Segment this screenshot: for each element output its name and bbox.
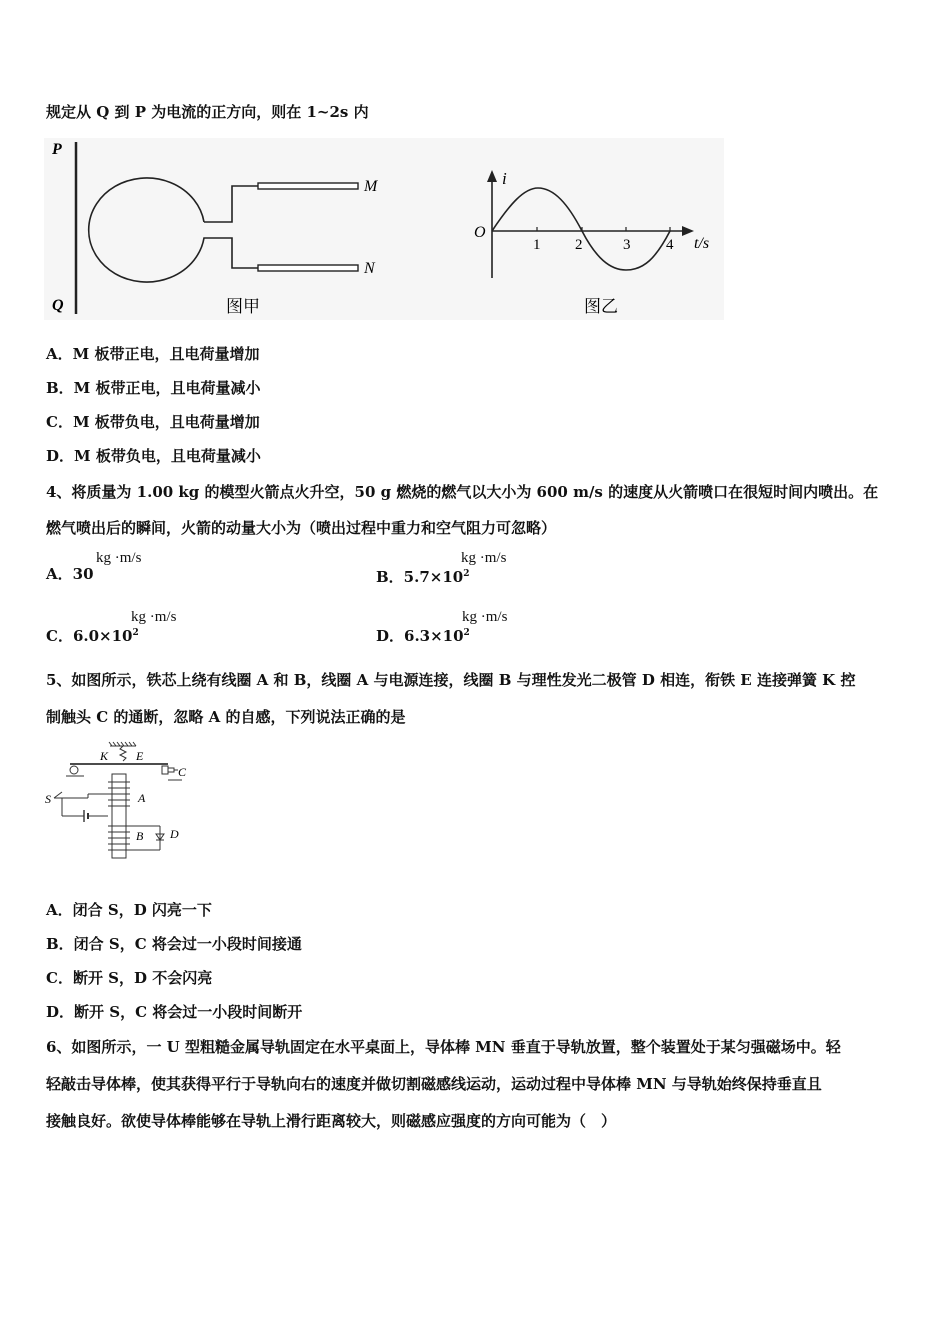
q3-option-c[interactable]: C．M 板带负电，且电荷量增加 (46, 413, 260, 431)
plate-n (258, 265, 358, 271)
intro-text: 规定从 Q 到 P 为电流的正方向，则在 1~2s 内 (46, 103, 369, 121)
plate-m (258, 183, 358, 189)
q5-option-c[interactable]: C．断开 S，D 不会闪亮 (46, 969, 213, 987)
label-s: S (45, 792, 51, 806)
q6-line-3: 接触良好。欲使导体棒能够在导轨上滑行距离较大，则磁感应强度的方向可能为（ ） (46, 1112, 617, 1130)
q4-b-exp: 2 (463, 569, 470, 579)
q4-c-exp: 2 (132, 628, 139, 638)
label-n: N (364, 260, 375, 277)
q3-option-b[interactable]: B．M 板带正电，且电荷量减小 (46, 379, 261, 397)
label-c: C (178, 765, 187, 779)
label-b: B (136, 829, 144, 843)
q5-line-1: 5、如图所示，铁芯上绕有线圈 A 和 B，线圈 A 与电源连接，线圈 B 与理性发光二极管 D 相连，衔铁 E 连接弹簧 K 控 (46, 671, 856, 689)
label-i: i (502, 169, 507, 188)
label-d: D (170, 827, 179, 841)
label-k: K (100, 749, 109, 763)
q5-option-a[interactable]: A．闭合 S，D 闪亮一下 (46, 901, 212, 919)
label-p: P (52, 141, 62, 158)
q4-line-2: 燃气喷出后的瞬间，火箭的动量大小为（喷出过程中重力和空气阻力可忽略） (46, 519, 557, 537)
label-q: Q (52, 297, 64, 314)
figure-1 (44, 138, 724, 320)
q4-d-unit: kg ·m/s (462, 609, 508, 625)
q4-c-unit: kg ·m/s (131, 609, 177, 625)
q4-line-1: 4、将质量为 1.00 kg 的模型火箭点火升空，50 g 燃烧的燃气以大小为 600 m/s 的速度从火箭喷口在很短时间内喷出。在 (46, 483, 879, 501)
q4-d-text: D．6.3×10 (376, 627, 464, 645)
label-t: t/s (694, 235, 710, 252)
q4-d-exp: 2 (463, 628, 470, 638)
tick-1: 1 (533, 237, 541, 253)
q5-option-d[interactable]: D．断开 S，C 将会过一小段时间断开 (46, 1003, 303, 1021)
figure-2 (44, 740, 194, 862)
q4-option-a[interactable] (46, 564, 94, 584)
q4-option-c[interactable] (46, 623, 139, 646)
q3-option-a[interactable]: A．M 板带正电，且电荷量增加 (46, 345, 260, 363)
q5-option-b[interactable]: B．闭合 S，C 将会过一小段时间接通 (46, 935, 302, 953)
tick-2: 2 (575, 237, 583, 253)
tick-4: 4 (666, 237, 674, 253)
q5-line-2: 制触头 C 的通断，忽略 A 的自感，下列说法正确的是 (46, 708, 406, 726)
q6-line-1: 6、如图所示，一 U 型粗糙金属导轨固定在水平桌面上，导体棒 MN 垂直于导轨放置，整个装置处于某匀强磁场中。轻 (46, 1038, 841, 1056)
q4-a-unit: kg ·m/s (96, 550, 142, 566)
label-m: M (364, 178, 378, 195)
q3-option-d[interactable]: D．M 板带负电，且电荷量减小 (46, 447, 261, 465)
q4-b-unit: kg ·m/s (461, 550, 507, 566)
figure-background (44, 138, 724, 320)
label-e: E (136, 749, 144, 763)
q4-option-b[interactable] (376, 564, 469, 587)
caption-right: 图乙 (584, 297, 618, 316)
tick-3: 3 (623, 237, 631, 253)
q4-b-text: B．5.7×10 (376, 568, 464, 586)
q4-option-d[interactable] (376, 623, 470, 646)
q4-a-text: A．30 (46, 565, 94, 583)
q4-c-text: C．6.0×10 (46, 627, 133, 645)
caption-left: 图甲 (226, 297, 260, 316)
label-origin: O (474, 224, 486, 241)
q6-line-2: 轻敲击导体棒，使其获得平行于导轨向右的速度并做切割磁感线运动，运动过程中导体棒 MN 与导轨始终保持垂直且 (46, 1075, 822, 1093)
label-a: A (138, 791, 146, 805)
